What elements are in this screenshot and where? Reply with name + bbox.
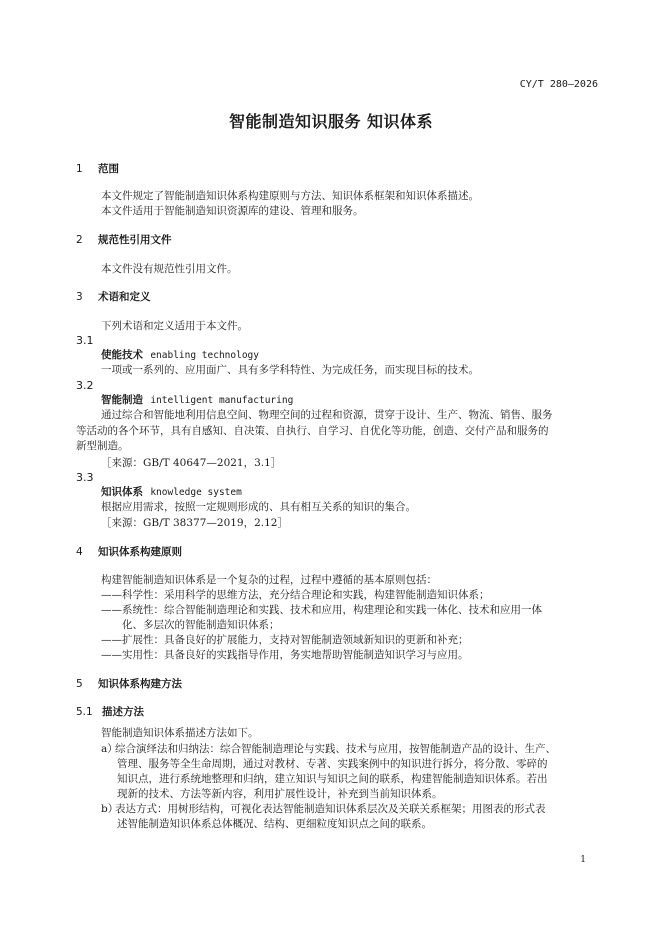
section-5-heading (76, 677, 182, 692)
term-number: 3.2 (76, 379, 94, 392)
term-source: ［来源：GB/T 40647—2021，3.1］ (101, 457, 282, 469)
paragraph: 本文件规定了智能制造知识体系构建原则与方法、知识体系框架和知识体系描述。 (101, 190, 479, 202)
list-text: 表达方式：用树形结构，可视化表达智能制造知识体系层次及关联关系框架；用图表的形式表 (115, 803, 546, 815)
term-name: 智能制造 (101, 394, 143, 406)
subsection-number: 5.1 (76, 706, 93, 718)
list-item: ——扩展性：具备良好的扩展能力，支持对智能制造领域新知识的更新和补充； (101, 634, 469, 646)
term-english: knowledge system (150, 487, 242, 498)
list-item-a (101, 742, 556, 757)
list-text: 综合演绎法和归纳法：综合智能制造理论与实践、技术与应用，按智能制造产品的设计、生产、 (115, 743, 556, 755)
list-item-continuation: 管理、服务等全生命周期，通过对教材、专著、实践案例中的知识进行拆分，将分散、零碎的 (117, 758, 548, 770)
term-name: 使能技术 (101, 349, 143, 361)
paragraph: 本文件适用于智能制造知识资源库的建设、管理和服务。 (101, 205, 364, 217)
list-item-continuation: 知识点，进行系统地整理和归纳，建立知识与知识之间的联系，构建智能制造知识体系。若出 (117, 773, 548, 785)
term-entry (101, 485, 242, 500)
subsection-5-1-heading (76, 705, 144, 720)
paragraph: 本文件没有规范性引用文件。 (101, 263, 238, 275)
section-title: 规范性引用文件 (98, 234, 172, 246)
term-name: 知识体系 (101, 486, 143, 498)
list-item-b (101, 802, 546, 817)
section-3-heading (76, 290, 151, 305)
section-number: 1 (76, 163, 83, 175)
list-item-continuation: 述智能制造知识体系总体概况、结构、更细粒度知识点之间的联系。 (117, 818, 432, 830)
paragraph: 下列术语和定义适用于本文件。 (101, 320, 248, 332)
section-title: 术语和定义 (98, 291, 151, 303)
list-item: ——系统性：综合智能制造理论和实践、技术和应用，构建理论和实践一体化、技术和应用一体 (101, 604, 542, 616)
term-number: 3.1 (76, 334, 94, 347)
list-label: a） (101, 743, 118, 755)
list-label: b） (101, 803, 119, 815)
section-number: 3 (76, 291, 83, 303)
term-entry (101, 348, 259, 363)
list-item-continuation: 化、多层次的智能制造知识体系； (122, 619, 280, 631)
section-2-heading (76, 233, 172, 248)
term-definition: 通过综合和智能地利用信息空间、物理空间的过程和资源，贯穿于设计、生产、物流、销售、服务 (101, 409, 553, 421)
standard-number: CY/T 280—2026 (519, 79, 598, 90)
list-item: ——科学性：采用科学的思维方法，充分结合理论和实践，构建智能制造知识体系； (101, 589, 490, 601)
term-english: intelligent manufacturing (150, 395, 294, 406)
paragraph: 构建智能制造知识体系是一个复杂的过程，过程中遵循的基本原则包括： (101, 574, 437, 586)
section-title: 范围 (98, 163, 119, 175)
section-4-heading (76, 545, 182, 560)
section-1-heading (76, 162, 119, 177)
term-entry (101, 393, 293, 408)
document-title: 智能制造知识服务 知识体系 (228, 112, 434, 131)
term-source: ［来源：GB/T 38377—2019，2.12］ (101, 517, 288, 529)
list-item-continuation: 现新的技术、方法等新内容，利用扩展性设计，补充到当前知识体系。 (117, 788, 443, 800)
subsection-title: 描述方法 (102, 706, 144, 718)
term-english: enabling technology (150, 350, 259, 361)
page-number: 1 (580, 855, 586, 865)
term-number: 3.3 (76, 471, 94, 484)
section-number: 2 (76, 234, 83, 246)
term-definition: 一项或一系列的、应用面广、具有多学科特性、为完成任务，而实现目标的技术。 (101, 364, 479, 376)
section-title: 知识体系构建原则 (98, 546, 182, 558)
section-number: 5 (76, 678, 83, 690)
term-definition: 等活动的各个环节，具有自感知、自决策、自执行、自学习、自优化等功能，创造、交付产品和服务的 (76, 425, 549, 437)
list-item: ——实用性：具备良好的实践指导作用，务实地帮助智能制造知识学习与应用。 (101, 649, 469, 661)
paragraph: 智能制造知识体系描述方法如下。 (101, 727, 259, 739)
section-title: 知识体系构建方法 (98, 678, 182, 690)
section-number: 4 (76, 546, 83, 558)
term-definition: 新型制造。 (76, 440, 129, 452)
term-definition: 根据应用需求，按照一定规则形成的、具有相互关系的知识的集合。 (101, 501, 416, 513)
